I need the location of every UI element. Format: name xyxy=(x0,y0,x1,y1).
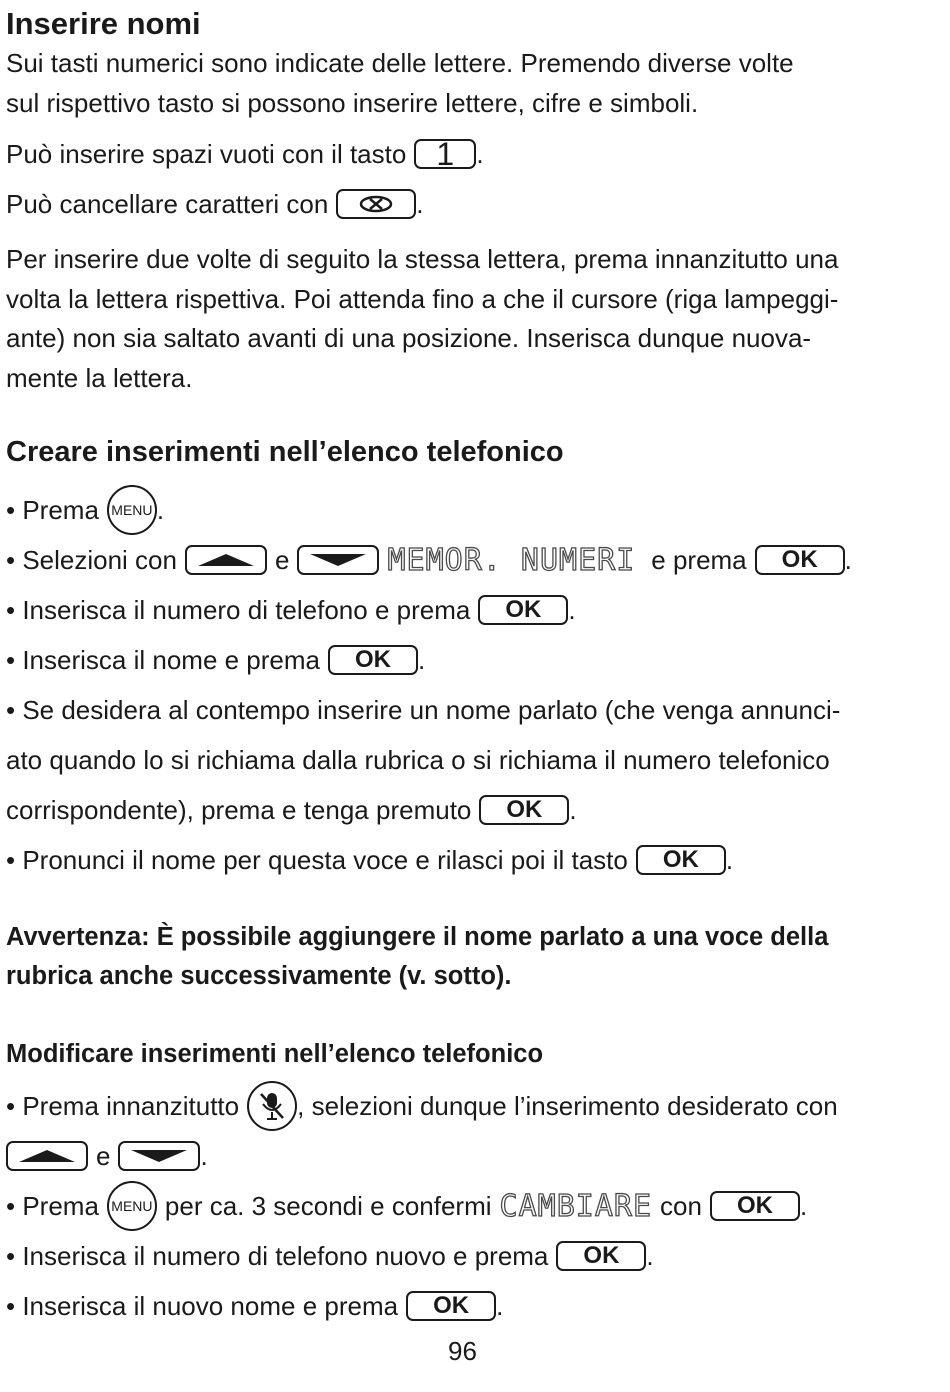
step-text: • Prema innanzitutto xyxy=(6,1090,240,1121)
create-step-5-line-3: corrispondente), prema e tenga premuto OK . xyxy=(6,794,577,825)
ok-key-icon: OK xyxy=(710,1191,800,1221)
modify-step-1 xyxy=(6,1084,838,1128)
section-title-create-entries: Creare inserimenti nell’elenco telefonico xyxy=(6,436,564,468)
step-text: , selezioni dunque l’inserimento desiderato con xyxy=(297,1090,838,1121)
and-text: e xyxy=(96,1140,111,1171)
step-text: • Inserisca il numero di telefono nuovo e prema xyxy=(6,1240,549,1271)
step-text: e prema xyxy=(651,544,747,575)
step-text: • Prema xyxy=(6,1190,99,1221)
ok-key-icon: OK xyxy=(406,1291,496,1321)
warning-note xyxy=(6,918,828,996)
down-arrow-key-icon xyxy=(118,1141,200,1171)
step-text: • Prema xyxy=(6,494,99,525)
delete-instruction: Può cancellare caratteri con . xyxy=(6,188,424,219)
ok-key-icon: OK xyxy=(479,795,569,825)
key-1-icon: 1 xyxy=(414,139,476,169)
create-step-4: • Inserisca il nome e prema OK . xyxy=(6,644,426,675)
step-text: • Pronunci il nome per questa voce e rilasci poi il tasto xyxy=(6,844,628,875)
down-arrow-key-icon xyxy=(297,545,379,575)
up-arrow-key-icon xyxy=(6,1141,88,1171)
up-arrow-key-icon xyxy=(185,545,267,575)
delete-key-icon xyxy=(336,189,416,219)
ok-key-icon: OK xyxy=(328,645,418,675)
intro-paragraph xyxy=(6,44,794,123)
paragraph-line: ante) non sia saltato avanti di una posizione. Inserisca dunque nuova- xyxy=(6,323,812,353)
step-text: • Inserisca il nome e prema xyxy=(6,644,321,675)
create-step-2: • Selezioni con e MEMOR. NUMERI e prema OK . xyxy=(6,542,852,578)
step-text: per ca. 3 secondi e confermi xyxy=(164,1190,492,1221)
menu-key-icon: MENU xyxy=(107,485,157,535)
ok-key-icon: OK xyxy=(636,845,726,875)
modify-step-3: • Inserisca il numero di telefono nuovo e prema OK . xyxy=(6,1240,654,1271)
create-step-6: • Pronunci il nome per questa voce e rilasci poi il tasto OK . xyxy=(6,844,734,875)
space-instruction: Può inserire spazi vuoti con il tasto 1 . xyxy=(6,135,484,172)
warning-line: rubrica anche successivamente (v. sotto). xyxy=(6,962,512,990)
instruction-text: Può cancellare caratteri con xyxy=(6,188,329,219)
instruction-text: Può inserire spazi vuoti con il tasto xyxy=(6,138,407,169)
paragraph-line: volta la lettera rispettiva. Poi attenda fino a che il cursore (riga lampeggi- xyxy=(6,283,839,314)
paragraph-line: mente la lettera. xyxy=(6,362,193,393)
step-text: con xyxy=(660,1190,702,1221)
intro-line: Sui tasti numerici sono indicate delle lettere. Premendo diverse volte xyxy=(6,48,794,78)
step-text: • Inserisca il numero di telefono e prema xyxy=(6,594,471,625)
ok-key-icon: OK xyxy=(478,595,568,625)
create-step-5-line-2: ato quando lo si richiama dalla rubrica o si richiama il numero telefonico xyxy=(6,744,830,775)
lcd-text-cambiare: CAMBIARE xyxy=(499,1188,653,1224)
and-text: e xyxy=(274,544,290,575)
phonebook-mute-key-icon xyxy=(247,1081,297,1131)
ok-key-icon: OK xyxy=(755,545,845,575)
warning-line: Avvertenza: È possibile aggiungere il nome parlato a una voce della xyxy=(6,923,829,951)
step-text: • Selezioni con xyxy=(6,544,177,575)
page-number: 96 xyxy=(448,1336,477,1366)
section-title-insert-names: Inserire nomi xyxy=(6,6,201,41)
modify-step-4: • Inserisca il nuovo nome e prema OK . xyxy=(6,1290,504,1321)
paragraph-line: Per inserire due volte di seguito la stessa lettera, prema innanzitutto una xyxy=(6,244,839,274)
modify-step-2: • Prema MENU per ca. 3 secondi e confermi CAMBIARE con OK . xyxy=(6,1184,807,1228)
section-title-modify-entries: Modificare inserimenti nell’elenco telefonico xyxy=(6,1040,544,1068)
create-step-5-line-1: • Se desidera al contempo inserire un nome parlato (che venga annunci- xyxy=(6,694,841,725)
lcd-text-memor-numeri: MEMOR. NUMERI xyxy=(387,542,636,578)
ok-key-icon: OK xyxy=(556,1241,646,1271)
double-letter-paragraph xyxy=(6,240,838,398)
step-text: • Inserisca il nuovo nome e prema xyxy=(6,1290,399,1321)
create-step-1: • Prema MENU . xyxy=(6,488,164,532)
menu-key-icon: MENU xyxy=(107,1181,157,1231)
step-text: corrispondente), prema e tenga premuto xyxy=(6,794,472,825)
intro-line: sul rispettivo tasto si possono inserire lettere, cifre e simboli. xyxy=(6,87,699,118)
modify-step-1-arrows: e . xyxy=(6,1134,208,1178)
create-step-3: • Inserisca il numero di telefono e prema OK . xyxy=(6,594,576,625)
